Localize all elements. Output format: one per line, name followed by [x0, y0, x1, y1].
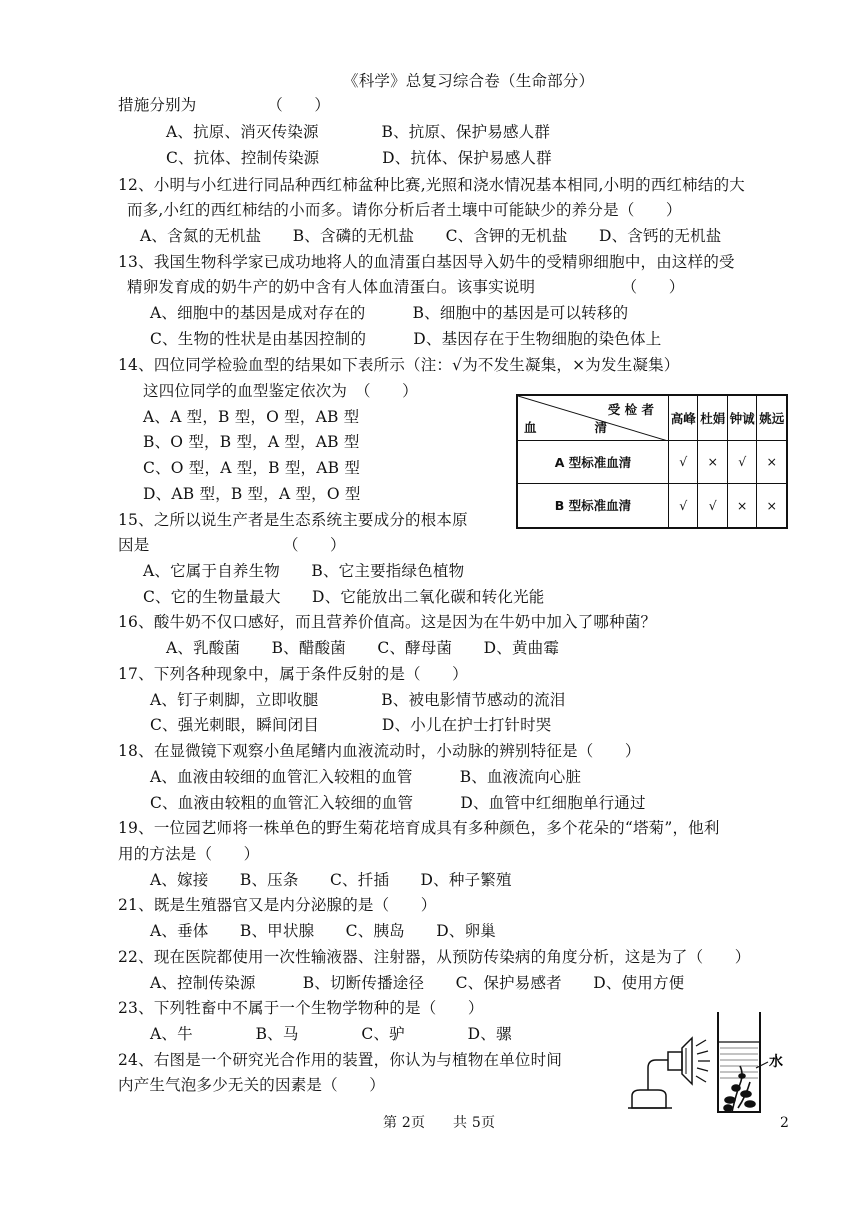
result-cell: √ [669, 440, 698, 483]
student-header: 姚远 [757, 395, 787, 440]
row-label: B 型标准血清 [517, 483, 669, 528]
text-line: 而多,小红的西红柿结的小而多。请你分析后者土壤中可能缺少的养分是（ ） [127, 201, 682, 219]
row-label: A 型标准血清 [517, 440, 669, 483]
student-header: 杜娟 [698, 395, 727, 440]
text-line: 精卵发育成的奶牛产的奶中含有人体血清蛋白。该事实说明 （ ） [127, 278, 685, 296]
result-cell: × [727, 483, 756, 528]
option-line: A、乳酸菌 B、醋酸菌 C、酵母菌 D、黄曲霉 [166, 639, 560, 657]
question-22: 22、现在医院都使用一次性输液器、注射器，从预防传染病的角度分析，这是为了（ ） [118, 948, 751, 966]
text-line: 内产生气泡多少无关的因素是（ ） [118, 1076, 385, 1094]
student-header: 高峰 [669, 395, 698, 440]
result-cell: × [698, 440, 727, 483]
question-13: 13、我国生物科学家已成功地将人的血清蛋白基因导入奶牛的受精卵细胞中，由这样的受 [118, 253, 735, 271]
option-line: A、牛 B、马 C、驴 D、骡 [150, 1025, 512, 1043]
option-line: A、它属于自养生物 B、它主要指绿色植物 [143, 562, 465, 580]
option-line: C、O 型，A 型，B 型，AB 型 [143, 459, 361, 477]
option-line: C、强光刺眼，瞬间闭目 D、小儿在护士打针时哭 [150, 716, 552, 734]
text-line: 因是 （ ） [118, 536, 346, 554]
question-14: 14、四位同学检验血型的结果如下表所示（注：√为不发生凝集，×为发生凝集） [118, 356, 680, 374]
option-line: A、细胞中的基因是成对存在的 B、细胞中的基因是可以转移的 [150, 304, 629, 322]
option-line: A、垂体 B、甲状腺 C、胰岛 D、卵巢 [150, 922, 496, 940]
option-line: A、A 型，B 型，O 型，AB 型 [143, 408, 360, 426]
option-line: A、抗原、消灭传染源 B、抗原、保护易感人群 [166, 123, 551, 141]
question-15: 15、之所以说生产者是生态系统主要成分的根本原 [118, 511, 468, 529]
option-line: A、嫁接 B、压条 C、扦插 D、种子繁殖 [150, 871, 512, 889]
result-cell: √ [698, 483, 727, 528]
option-line: C、生物的性状是由基因控制的 D、基因存在于生物细胞的染色体上 [150, 330, 662, 348]
footer-page-number: 2 [780, 1115, 790, 1131]
result-cell: √ [669, 483, 698, 528]
table-corner-cell [517, 395, 669, 440]
text-line: 这四位同学的血型鉴定依次为 （ ） [143, 382, 418, 400]
text-line: 措施分别为 （ ） [118, 96, 331, 114]
option-line: D、AB 型，B 型，A 型，O 型 [143, 485, 361, 503]
student-header: 钟诚 [727, 395, 756, 440]
question-23: 23、下列牲畜中不属于一个生物学物种的是（ ） [118, 999, 484, 1017]
question-21: 21、既是生殖器官又是内分泌腺的是（ ） [118, 896, 437, 914]
option-line: C、它的生物量最大 D、它能放出二氧化碳和转化光能 [143, 588, 545, 606]
question-18: 18、在显微镜下观察小鱼尾鳍内血液流动时，小动脉的辨别特征是（ ） [118, 742, 641, 760]
photosynthesis-apparatus-figure [628, 1008, 798, 1118]
question-17: 17、下列各种现象中，属于条件反射的是（ ） [118, 665, 468, 683]
option-line: C、血液由较粗的血管汇入较细的血管 D、血管中红细胞单行通过 [150, 794, 646, 812]
footer-total: 共 5页 [453, 1115, 496, 1131]
table-row [517, 483, 787, 528]
water-label: 水 [769, 1054, 783, 1070]
option-line: B、O 型，B 型，A 型，AB 型 [143, 433, 360, 451]
question-19: 19、一位园艺师将一株单色的野生菊花培育成具有多种颜色，多个花朵的“塔菊”，他利 [118, 819, 720, 837]
option-line: A、含氮的无机盐 B、含磷的无机盐 C、含钾的无机盐 D、含钙的无机盐 [140, 227, 722, 245]
question-16: 16、酸牛奶不仅口感好，而且营养价值高。这是因为在牛奶中加入了哪种菌？ [118, 613, 657, 631]
question-12: 12、小明与小红进行同品种西红柿盆种比赛,光照和浇水情况基本相同,小明的西红柿结的大 [118, 176, 745, 194]
footer-page: 第 2页 [383, 1115, 426, 1131]
option-line: A、钉子刺脚，立即收腿 B、被电影情节感动的流泪 [150, 691, 566, 709]
result-cell: × [757, 483, 787, 528]
option-line: C、抗体、控制传染源 D、抗体、保护易感人群 [166, 149, 552, 167]
page-header: 《科学》总复习综合卷（生命部分） [343, 72, 595, 90]
table-row [517, 440, 787, 483]
corner-bottom-label: 血 清 [524, 419, 608, 435]
option-line: A、血液由较细的血管汇入较粗的血管 B、血液流向心脏 [150, 768, 582, 786]
blood-type-table [516, 394, 788, 529]
result-cell: √ [727, 440, 756, 483]
option-line: A、控制传染源 B、切断传播途径 C、保护易感者 D、使用方便 [150, 974, 685, 992]
result-cell: × [757, 440, 787, 483]
text-line: 用的方法是（ ） [118, 845, 260, 863]
question-24: 24、右图是一个研究光合作用的装置，你认为与植物在单位时间 [118, 1051, 563, 1069]
corner-top-label: 受 检 者 [607, 402, 654, 417]
